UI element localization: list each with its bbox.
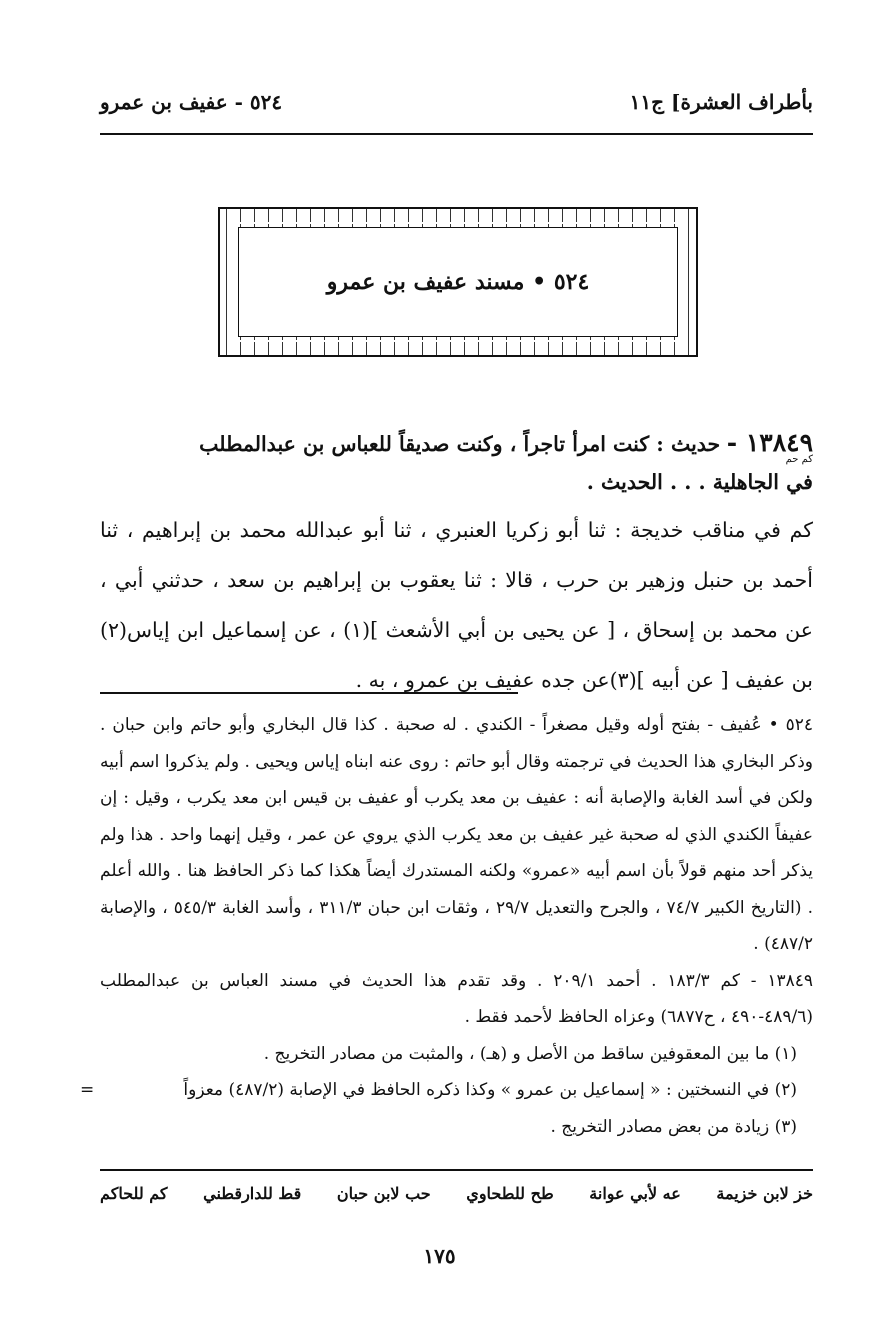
hadith-text-line-2: في الجاهلية . . . الحديث . [586, 470, 813, 494]
footnote-2 [80, 1072, 813, 1109]
sigla-item: كم للحاكم [100, 1184, 168, 1203]
sigla-item: خز لابن خزيمة [716, 1184, 813, 1203]
sigla-item: طح للطحاوي [466, 1184, 554, 1203]
sigla-rule [100, 1169, 813, 1171]
sigla-item: حب لابن حبان [336, 1184, 431, 1203]
ornamental-title-frame [218, 207, 698, 357]
sigla-legend [100, 1184, 813, 1218]
sigla-item: عه لأبي عوانة [589, 1184, 681, 1203]
running-header [100, 84, 813, 120]
title-box [238, 227, 678, 337]
hadith-text-line-1 [100, 418, 813, 469]
takhrij-note: ١٣٨٤٩ - كم ١٨٣/٣ . أحمد ٢٠٩/١ . وقد تقدم هذا الحديث في مسند العباس بن عبدالمطلب (٤٨٩/٦-٤٩٠ ، ح٦٨٧٧) وعزاه الحافظ لأحمد فقط . [100, 970, 813, 1027]
footnote-separator [100, 692, 518, 694]
page-number: ١٧٥ [423, 1244, 456, 1268]
footnotes-section [80, 707, 813, 1145]
hadith-number: ١٣٨٤٩ - [726, 428, 813, 457]
biography-note: ٥٢٤ • عُفيف - بفتح أوله وقيل مصغراً - الكندي . له صحبة . كذا قال البخاري وأبو حاتم وابن حبان . وذكر البخاري هذا الحديث في ترجمته وقال أبو حاتم : روى عنه ابناه إياس ويحيى . ولم يذكروا اسم أبيه ولكن في أسد الغابة والإصابة أنه : عفيف بن معد يكرب أو عفيف بن قيس ابن معد يكرب ، وقيل : إن عفيفاً الكندي الذي له صحبة غير عفيف بن معد يكرب الذي يروي عن عمر ، وقيل إنهما واحد . هذا ولم يذكر أحد منهم قولاً بأن اسم أبيه «عمرو» ولكنه المستدرك أيضاً هكذا كما ذكر الحافظ هنا . والله أعلم . (التاريخ الكبير ٧٤/٧ ، والجرح والتعديل ٢٩/٧ ، وثقات ابن حبان ٣١١/٣ ، وأسد الغابة ٥٤٥/٣ ، والإصابة ٤٨٧/٢) . [100, 715, 813, 954]
header-rule [100, 133, 813, 135]
footnote-2-text: (٢) في النسختين : « إسماعيل بن عمرو » وكذا ذكره الحافظ في الإصابة (٤٨٧/٢) معزواً [183, 1080, 797, 1100]
hadith-isnad: كم في مناقب خديجة : ثنا أبو زكريا العنبري ، ثنا أبو عبدالله محمد بن إبراهيم ، ثنا أحمد بن حنبل وزهير بن حرب ، قالا : ثنا يعقوب بن إبراهيم بن سعد ، حدثني أبي ، عن محمد بن إسحاق ، [ عن يحيى بن أبي الأشعث ](١) ، عن إسماعيل ابن إياس(٢) بن عفيف [ عن أبيه ](٣)عن جده عفيف بن عمرو ، به . [100, 518, 813, 692]
sigla-item: قط للدارقطني [203, 1184, 302, 1203]
hadith-entry [100, 418, 813, 705]
section-title: ٥٢٤ • مسند عفيف بن عمرو [326, 269, 590, 295]
footnote-continuation-mark: = [80, 1080, 95, 1100]
source-mark: كم حم [785, 454, 813, 465]
header-section-title: ٥٢٤ - عفيف بن عمرو [100, 90, 283, 114]
hadith-matn: حديث : كنت امرأ تاجراً ، وكنت صديقاً للعباس بن عبدالمطلب [199, 432, 721, 456]
footnote-3: (٣) زيادة من بعض مصادر التخريج . [550, 1116, 797, 1137]
header-book-title: بأطراف العشرة] ج١١ [629, 90, 813, 114]
footnote-1: (١) ما بين المعقوفين ساقط من الأصل و (هـ) ، والمثبت من مصادر التخريج . [263, 1043, 797, 1064]
